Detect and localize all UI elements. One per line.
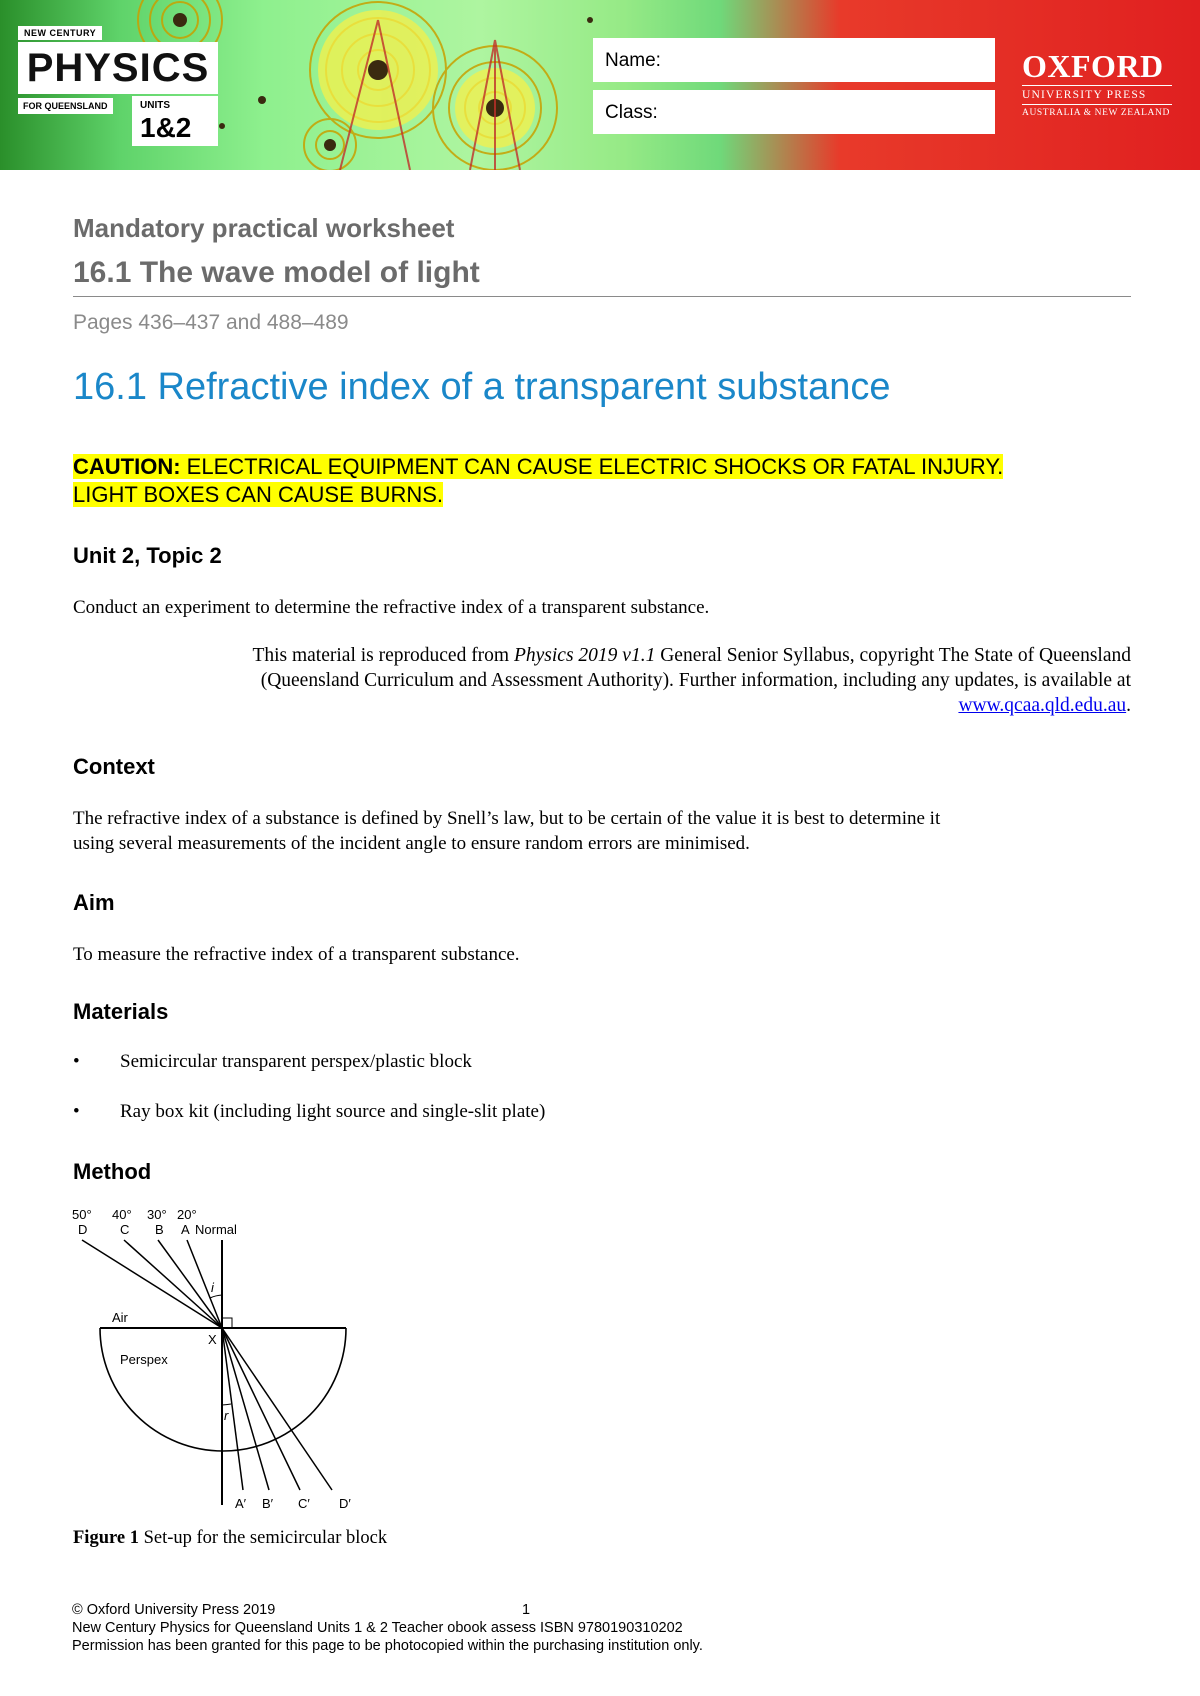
series-title: PHYSICS <box>18 42 218 94</box>
material-2: Ray box kit (including light source and single-slit plate) <box>120 1101 546 1122</box>
ray-label: B <box>155 1222 164 1237</box>
list-item <box>73 1101 545 1123</box>
aim-heading: Aim <box>73 890 115 915</box>
point-x-label: X <box>208 1332 217 1347</box>
bullet-marker: • <box>73 1051 80 1072</box>
exit-ray-label: A′ <box>235 1496 247 1511</box>
ray-c <box>124 1240 222 1328</box>
ray-label: D <box>78 1222 88 1237</box>
normal-label: Normal <box>195 1222 237 1237</box>
ray-d <box>82 1240 222 1328</box>
section-title: 16.1 The wave model of light <box>73 256 480 289</box>
page-reference: Pages 436–437 and 488–489 <box>73 311 349 334</box>
publisher-name: OXFORD <box>1022 48 1164 84</box>
quote-pre: This material is reproduced from <box>252 645 514 666</box>
caution-notice <box>73 453 1003 509</box>
incidence-arc <box>210 1295 222 1298</box>
angle-label: 50° <box>72 1207 92 1222</box>
page-title: 16.1 Refractive index of a transparent substance <box>73 366 891 408</box>
publisher-logo <box>1022 50 1182 118</box>
angle-label: 20° <box>177 1207 197 1222</box>
qcaa-link[interactable]: www.qcaa.qld.edu.au <box>958 695 1127 716</box>
ray-b-prime <box>222 1328 269 1490</box>
publisher-region: AUSTRALIA & NEW ZEALAND <box>1022 108 1170 118</box>
units-badge <box>132 96 218 146</box>
footer-product-line: New Century Physics for Queensland Units 1 & 2 Teacher obook assess ISBN 9780190310202 <box>72 1620 683 1636</box>
angle-label: 40° <box>112 1207 132 1222</box>
context-line-2: using several measurements of the incident angle to ensure random errors are minimised. <box>73 833 750 854</box>
name-label: Name: <box>605 50 661 71</box>
footer-copyright: © Oxford University Press 2019 <box>72 1602 276 1618</box>
caution-label: CAUTION: <box>73 454 181 479</box>
publisher-rule <box>1022 85 1172 86</box>
method-heading: Method <box>73 1159 152 1184</box>
context-line-1: The refractive index of a substance is defined by Snell’s law, but to be certain of the value it is best to determine it <box>73 808 941 829</box>
refraction-angle-label: r <box>224 1408 229 1423</box>
caution-line-1: ELECTRICAL EQUIPMENT CAN CAUSE ELECTRIC SHOCKS OR FATAL INJURY. <box>180 454 1004 479</box>
unit-heading: Unit 2, Topic 2 <box>73 543 222 568</box>
context-heading: Context <box>73 754 155 779</box>
series-top-label: NEW CENTURY <box>18 26 102 40</box>
ray-c-prime <box>222 1328 300 1490</box>
exit-ray-label: B′ <box>262 1496 274 1511</box>
incident-rays <box>82 1240 222 1328</box>
figure-caption <box>73 1528 387 1549</box>
incidence-angle-label: i <box>211 1280 214 1295</box>
header-banner <box>0 0 1200 170</box>
title-rule <box>73 296 1131 297</box>
perspex-label: Perspex <box>120 1352 168 1367</box>
quote-end: . <box>1126 695 1131 716</box>
bullet-marker: • <box>73 1101 80 1122</box>
right-angle-marker <box>222 1318 232 1328</box>
air-label: Air <box>112 1310 128 1325</box>
quote-italic: Physics 2019 v1.1 <box>513 645 656 666</box>
materials-heading: Materials <box>73 999 169 1024</box>
physics-series-logo <box>14 22 218 146</box>
figure-caption-text: Set-up for the semicircular block <box>138 1528 388 1548</box>
refraction-arc <box>222 1404 231 1405</box>
publisher-rule-2 <box>1022 104 1172 105</box>
syllabus-quote <box>110 643 1131 718</box>
figure-label: Figure 1 <box>73 1528 139 1548</box>
footer-permission: Permission has been granted for this page to be photocopied within the purchasing institution only. <box>72 1638 703 1654</box>
quote-line-2: (Queensland Curriculum and Assessment Authority). Further information, including any updates, is available at <box>260 670 1131 691</box>
publisher-sub: UNIVERSITY PRESS <box>1022 89 1147 101</box>
exit-ray-label: C′ <box>298 1496 310 1511</box>
class-field[interactable] <box>593 90 995 134</box>
angle-label: 30° <box>147 1207 167 1222</box>
setup-diagram <box>60 1200 370 1520</box>
unit-text: Conduct an experiment to determine the refractive index of a transparent substance. <box>73 597 710 618</box>
name-field[interactable] <box>593 38 995 82</box>
ray-label: C <box>120 1222 130 1237</box>
material-1: Semicircular transparent perspex/plastic block <box>120 1051 472 1072</box>
list-item <box>73 1051 472 1073</box>
context-text <box>73 806 1131 856</box>
page-number: 1 <box>522 1602 531 1618</box>
units-value: 1&2 <box>140 112 192 143</box>
ray-a <box>187 1240 222 1328</box>
units-label: UNITS <box>140 100 170 111</box>
exit-ray-label: D′ <box>339 1496 351 1511</box>
series-sub-label: FOR QUEENSLAND <box>18 98 113 114</box>
caution-line-2: LIGHT BOXES CAN CAUSE BURNS. <box>73 482 444 507</box>
aim-text: To measure the refractive index of a transparent substance. <box>73 944 520 965</box>
worksheet-kicker: Mandatory practical worksheet <box>73 213 455 243</box>
quote-post: General Senior Syllabus, copyright The State of Queensland <box>655 645 1131 666</box>
class-label: Class: <box>605 102 658 123</box>
ray-label: A <box>181 1222 190 1237</box>
